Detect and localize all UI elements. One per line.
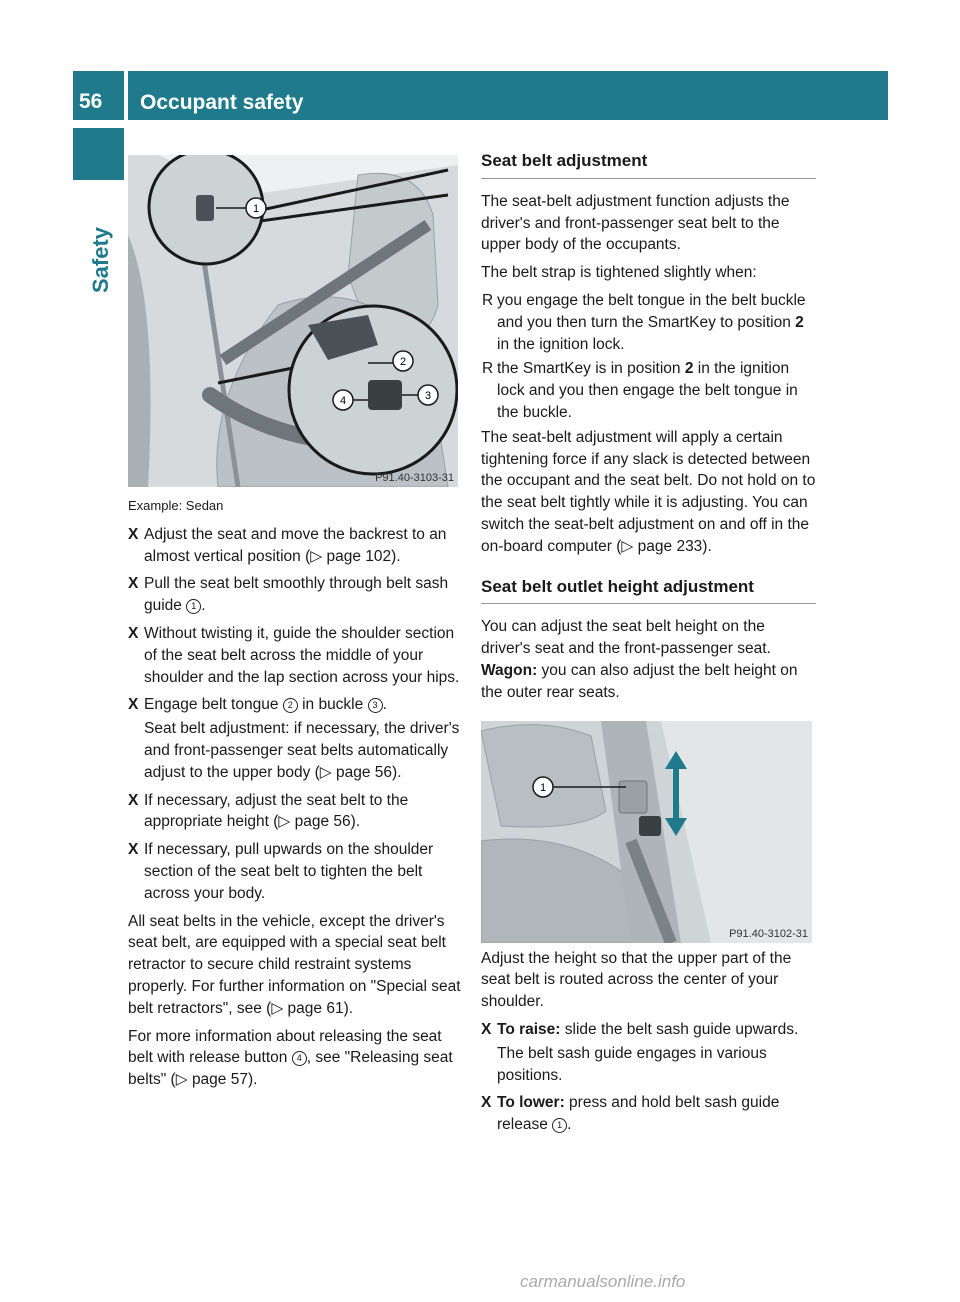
paragraph: The seat-belt adjustment will apply a certain tightening force if any slack is detected between the occupant and the seat belt. Do not hold on to the seat belt tightly while it is adjusting. You can switch the seat-belt adjustment on and off in the on-board computer (▷ page 233). [481,428,816,555]
instruction-step [128,623,463,688]
paragraph-text: you can also adjust the belt height on the outer rear seats. [481,661,798,701]
callout-ref-1: 1 [186,599,201,614]
paragraph: You can adjust the seat belt height on the driver's seat and the front-passenger seat. [481,618,771,658]
left-column [128,495,463,1097]
bullet-text: you engage the belt tongue in the belt buckle and you then turn the SmartKey to position [497,291,806,331]
step-marker: X [128,575,139,593]
step-marker: X [128,791,139,809]
paragraph: All seat belts in the vehicle, except the driver's seat belt, are equipped with a special seat belt retractor to secure child restraint systems properly. For further information on "Special seat belt retractors", see (▷ page 61). [128,912,461,1017]
instruction-step [481,1092,816,1136]
step-text: . [567,1116,572,1134]
callout-ref-4: 4 [292,1051,307,1066]
paragraph [128,1026,463,1091]
watermark: carmanualsonline.info [520,1272,686,1291]
header-divider [124,71,128,120]
step-text: If necessary, adjust the seat belt to the appropriate height (▷ page 56). [144,791,409,831]
instruction-step [128,524,463,568]
seat-belt-illustration [128,155,458,487]
step-text: in buckle [297,696,368,714]
step-text: press and hold belt sash guide release [497,1094,780,1134]
step-text: slide the belt sash guide upwards. [560,1020,799,1038]
figure-code: P91.40-3103-31 [375,472,454,484]
step-result: Seat belt adjustment: if necessary, the driver's and front-passenger seat belts automatically adjust to the upper body (▷ page 56). [144,720,460,781]
step-bold: To lower: [497,1094,565,1112]
page-title: Occupant safety [140,91,304,114]
bullet-bold: 2 [795,313,804,331]
step-result: The belt sash guide engages in various positions. [497,1044,767,1084]
callout-ref-1: 1 [552,1118,567,1133]
bullet-item [481,358,816,423]
step-text: If necessary, pull upwards on the shoulder section of the seat belt to tighten the belt across your body. [144,841,434,902]
step-text: . [201,597,206,615]
figure-spacer [481,710,816,948]
step-bold: To raise: [497,1020,561,1038]
callout-2: 2 [399,356,407,368]
bullet-text: in the ignition lock and you then engage the belt tongue in the buckle. [497,360,798,421]
callout-1: 1 [252,203,260,215]
paragraph-text: For more information about releasing the seat belt with release button [128,1027,442,1067]
section-heading: Seat belt adjustment [481,150,816,179]
paragraph: The seat-belt adjustment function adjusts the driver's and front-passenger seat belt to the upper body of the occupants. [481,192,790,254]
bullet-text: the SmartKey is in position [497,360,685,378]
seat-belt-drawing [128,155,458,487]
bullet-item [481,290,816,355]
callout-ref-3: 3 [368,698,383,713]
instruction-step [481,1019,816,1086]
step-marker: X [128,624,139,642]
step-text: Without twisting it, guide the shoulder section of the seat belt across the middle of your shoulder and the lap section across your hips. [144,624,460,686]
step-marker: X [128,696,139,714]
callout-1: 1 [539,782,547,794]
callout-3: 3 [424,390,432,402]
step-text: Pull the seat belt smoothly through belt sash guide [144,575,449,615]
paragraph: Adjust the height so that the upper part of the seat belt is routed across the center of your shoulder. [481,949,792,1011]
side-color-block [73,128,124,180]
paragraph: The belt strap is tightened slightly when: [481,264,757,282]
bullet-marker: R [482,291,494,309]
callout-4: 4 [339,395,347,407]
section-tab-label: Safety [88,226,113,294]
section-heading: Seat belt outlet height adjustment [481,576,816,605]
step-text: Engage belt tongue [144,696,283,714]
bullet-marker: R [482,360,494,378]
paragraph [481,660,816,704]
bullet-text: in the ignition lock. [497,335,625,353]
step-marker: X [128,841,139,859]
step-marker: X [481,1094,492,1112]
callout-ref-2: 2 [283,698,298,713]
instruction-step [128,694,463,783]
bullet-bold: 2 [684,360,694,378]
step-marker: X [128,525,139,543]
instruction-step [128,573,463,617]
paragraph-bold: Wagon: [481,661,538,679]
paragraph-text: , see "Releasing seat belts" (▷ page 57). [128,1049,453,1089]
instruction-step [128,790,463,834]
instruction-step [128,839,463,904]
step-marker: X [481,1020,492,1038]
page-number: 56 [79,90,103,113]
right-column [481,150,816,1142]
step-text: Adjust the seat and move the backrest to an almost vertical position (▷ page 102). [144,525,447,565]
step-text: . [382,696,387,714]
figure-caption: Example: Sedan [128,498,224,513]
figure-code: P91.40-3102-31 [729,928,808,940]
section-tab [78,185,124,335]
